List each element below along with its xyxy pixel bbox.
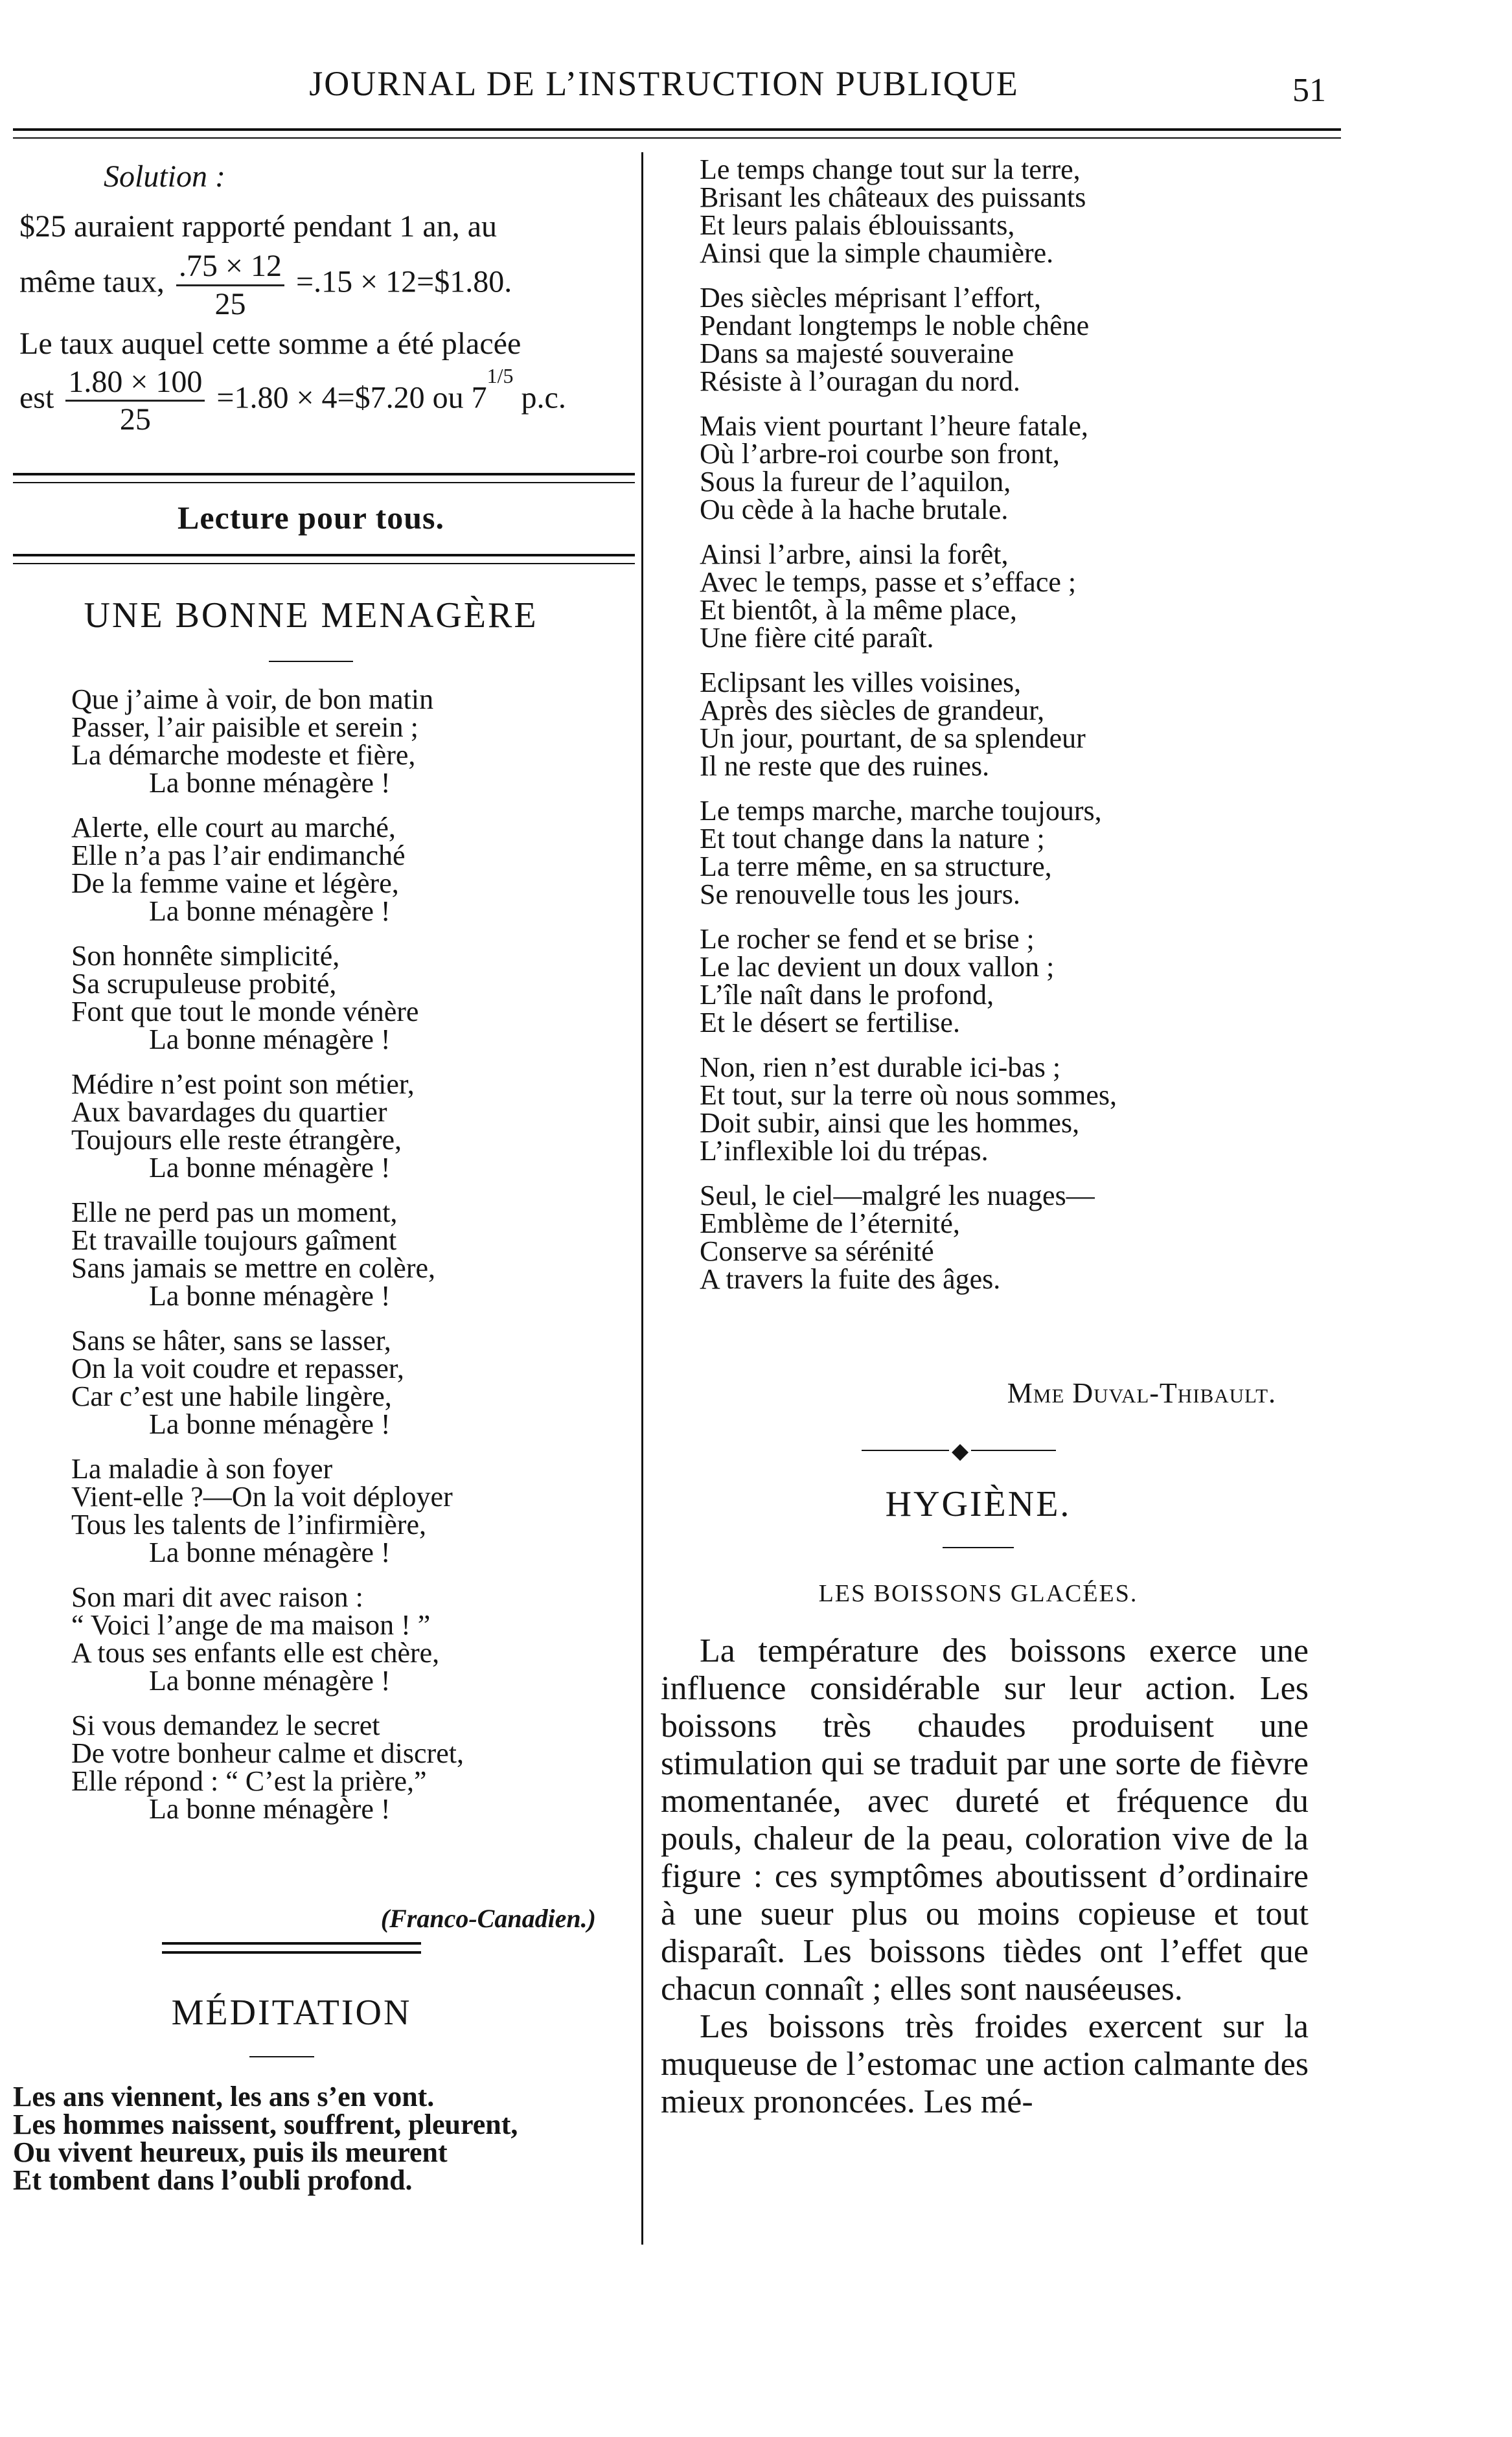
stanza bbox=[71, 1583, 628, 1695]
verse-line: “ Voici l’ange de ma maison ! ” bbox=[71, 1609, 431, 1641]
stanza bbox=[71, 1455, 628, 1566]
solution-block bbox=[19, 159, 641, 437]
verse-line: Son honnête simplicité, bbox=[71, 940, 340, 972]
verse-line: Avec le temps, passe et s’efface ; bbox=[700, 566, 1077, 598]
verse-line: Elle répond : “ C’est la prière,” bbox=[71, 1765, 427, 1797]
verse-line: Résiste à l’ouragan du nord. bbox=[700, 365, 1020, 397]
verse-line: Non, rien n’est durable ici-bas ; bbox=[700, 1051, 1061, 1083]
stanza bbox=[700, 155, 1315, 267]
verse-line: Se renouvelle tous les jours. bbox=[700, 878, 1020, 910]
solution-equation-1 bbox=[19, 248, 641, 321]
lecture-heading: Lecture pour tous. bbox=[178, 499, 444, 536]
poem-body bbox=[71, 685, 628, 1840]
stanza bbox=[71, 685, 628, 797]
section-rule bbox=[13, 482, 635, 483]
author-name: Mme Duval-Thibault. bbox=[1007, 1377, 1276, 1409]
verse-line: Brisant les châteaux des puissants bbox=[700, 181, 1086, 213]
verse-line: La bonne ménagère ! bbox=[149, 1024, 391, 1055]
verse-line: Sans se hâter, sans se lasser, bbox=[71, 1325, 391, 1356]
verse-line: Mais vient pourtant l’heure fatale, bbox=[700, 410, 1088, 442]
verse-line: Son mari dit avec raison : bbox=[71, 1581, 363, 1613]
stanza bbox=[700, 540, 1315, 652]
verse-line: Et le désert se fertilise. bbox=[700, 1007, 960, 1038]
solution-line: Le taux auquel cette somme a été placée bbox=[19, 326, 521, 361]
fraction-denominator: 25 bbox=[214, 286, 246, 321]
fraction bbox=[176, 248, 284, 321]
verse-line: Que j’aime à voir, de bon matin bbox=[71, 683, 434, 715]
stanza bbox=[700, 1182, 1315, 1293]
hygiene-article bbox=[661, 1632, 1309, 2121]
verse-line: Toujours elle reste étrangère, bbox=[71, 1124, 402, 1156]
stanza bbox=[700, 925, 1315, 1036]
verse-line: Et tout, sur la terre où nous sommes, bbox=[700, 1079, 1117, 1111]
title-underline bbox=[249, 2056, 314, 2057]
fraction bbox=[65, 364, 205, 437]
header-rule bbox=[13, 128, 1341, 131]
verse-line: Et bientôt, à la même place, bbox=[700, 594, 1017, 626]
verse-line: Conserve sa sérénité bbox=[700, 1235, 934, 1267]
poem-title: UNE BONNE MENAGÈRE bbox=[84, 595, 538, 635]
verse-line: Dans sa majesté souveraine bbox=[700, 338, 1014, 369]
verse-line: Seul, le ciel—malgré les nuages— bbox=[700, 1180, 1095, 1211]
verse-line: Vient-elle ?—On la voit déployer bbox=[71, 1481, 453, 1513]
verse-line: Car c’est une habile lingère, bbox=[71, 1380, 392, 1412]
stanza bbox=[71, 942, 628, 1053]
verse-line: Passer, l’air paisible et serein ; bbox=[71, 711, 418, 743]
verse-line: Et leurs palais éblouissants, bbox=[700, 209, 1015, 241]
verse-line: Une fière cité paraît. bbox=[700, 622, 934, 654]
stanza bbox=[700, 797, 1315, 908]
stanza bbox=[700, 1053, 1315, 1165]
verse-line: Ainsi que la simple chaumière. bbox=[700, 237, 1054, 269]
title-underline bbox=[943, 1547, 1014, 1548]
stanza bbox=[700, 412, 1315, 523]
solution-line-suffix: =.15 × 12=$1.80. bbox=[296, 265, 512, 300]
double-rule bbox=[162, 1942, 421, 1945]
verse-line: Elle ne perd pas un moment, bbox=[71, 1196, 398, 1228]
stanza bbox=[71, 1327, 628, 1438]
diamond-ornament: ◆ bbox=[949, 1438, 971, 1464]
verse-line: Doit subir, ainsi que les hommes, bbox=[700, 1107, 1080, 1139]
fraction-denominator: 25 bbox=[119, 402, 151, 437]
verse-line: Médire n’est point son métier, bbox=[71, 1068, 415, 1100]
page-number: 51 bbox=[1292, 72, 1326, 109]
verse-line: Tous les talents de l’infirmière, bbox=[71, 1509, 426, 1540]
verse-line: Font que tout le monde vénère bbox=[71, 996, 419, 1027]
poem-title: MÉDITATION bbox=[171, 1993, 412, 2033]
verse-line: La bonne ménagère ! bbox=[149, 895, 391, 927]
verse-line: Emblème de l’éternité, bbox=[700, 1207, 960, 1239]
stanza bbox=[71, 814, 628, 925]
verse-line: Les ans viennent, les ans s’en vont. bbox=[13, 2081, 435, 2112]
verse-line: Aux bavardages du quartier bbox=[71, 1096, 387, 1128]
stanza bbox=[71, 1070, 628, 1182]
verse-line: La bonne ménagère ! bbox=[149, 1408, 391, 1440]
hygiene-title: HYGIÈNE. bbox=[885, 1484, 1071, 1524]
article-paragraph: La température des boissons exerce une influence considérable sur leur action. Les boissons très chaudes produisent une stimulation qui se traduit par une sorte de fièvre momentanée, avec dureté et fréquence du pouls, chaleur de la peau, coloration vive de la figure : ces symptômes aboutissent d’ordinaire à une sueur plus ou moins copieuse et tout disparaît. Les boissons tièdes ont l’effet que chacun connaît ; elles sont nauséeuses. bbox=[661, 1632, 1309, 2008]
verse-line: Eclipsant les villes voisines, bbox=[700, 667, 1022, 698]
section-rule bbox=[13, 563, 635, 564]
verse-line: Le temps change tout sur la terre, bbox=[700, 154, 1081, 185]
verse-line: A tous ses enfants elle est chère, bbox=[71, 1637, 440, 1669]
verse-line: Ou cède à la hache brutale. bbox=[700, 494, 1009, 525]
solution-equation-2 bbox=[19, 364, 641, 437]
verse-line: La démarche modeste et fière, bbox=[71, 739, 416, 771]
header-rule-secondary bbox=[13, 137, 1341, 139]
poem-body bbox=[700, 155, 1315, 1310]
stanza bbox=[13, 2083, 628, 2194]
verse-line: La bonne ménagère ! bbox=[149, 1152, 391, 1184]
stanza bbox=[700, 284, 1315, 395]
solution-heading: Solution : bbox=[104, 159, 225, 194]
article-paragraph: Les boissons très froides exercent sur la muqueuse de l’estomac une action calmante des mieux prononcées. Les mé- bbox=[661, 2008, 1309, 2120]
poem-body bbox=[13, 2083, 628, 2211]
solution-line-mid: =1.80 × 4=$7.20 ou 7 bbox=[216, 380, 487, 415]
verse-line: A travers la fuite des âges. bbox=[700, 1263, 1001, 1295]
column-divider bbox=[641, 152, 643, 2245]
stanza bbox=[700, 669, 1315, 780]
verse-line: Et travaille toujours gaîment bbox=[71, 1224, 397, 1256]
stanza bbox=[71, 1711, 628, 1823]
verse-line: Après des siècles de grandeur, bbox=[700, 694, 1045, 726]
verse-line: Sous la fureur de l’aquilon, bbox=[700, 466, 1011, 498]
fraction-numerator: .75 × 12 bbox=[176, 248, 284, 286]
verse-line: On la voit coudre et repasser, bbox=[71, 1353, 404, 1384]
verse-line: Il ne reste que des ruines. bbox=[700, 750, 990, 782]
title-underline bbox=[269, 661, 353, 662]
poem-author bbox=[913, 1377, 1276, 1410]
hygiene-subtitle: LES BOISSONS GLACÉES. bbox=[818, 1580, 1138, 1607]
solution-line-prefix: même taux, bbox=[19, 265, 165, 300]
solution-line-suffix: p.c. bbox=[513, 380, 566, 415]
verse-line: La bonne ménagère ! bbox=[149, 1665, 391, 1697]
verse-line: Un jour, pourtant, de sa splendeur bbox=[700, 722, 1086, 754]
verse-line: Le rocher se fend et se brise ; bbox=[700, 923, 1035, 955]
verse-line: Et tout change dans la nature ; bbox=[700, 823, 1045, 854]
stanza bbox=[71, 1198, 628, 1310]
verse-line: La bonne ménagère ! bbox=[149, 1280, 391, 1312]
section-rule bbox=[13, 473, 635, 475]
verse-line: Pendant longtemps le noble chêne bbox=[700, 310, 1090, 341]
fraction-numerator: 1.80 × 100 bbox=[65, 364, 205, 402]
verse-line: La terre même, en sa structure, bbox=[700, 851, 1052, 882]
verse-line: La bonne ménagère ! bbox=[149, 1793, 391, 1825]
verse-line: L’inflexible loi du trépas. bbox=[700, 1135, 989, 1167]
verse-line: Et tombent dans l’oubli profond. bbox=[13, 2164, 413, 2196]
verse-line: Sa scrupuleuse probité, bbox=[71, 968, 337, 1000]
verse-line: Si vous demandez le secret bbox=[71, 1710, 380, 1741]
verse-line: De la femme vaine et légère, bbox=[71, 867, 399, 899]
verse-line: De votre bonheur calme et discret, bbox=[71, 1737, 464, 1769]
verse-line: Le temps marche, marche toujours, bbox=[700, 795, 1102, 827]
verse-line: Où l’arbre-roi courbe son front, bbox=[700, 438, 1060, 470]
verse-line: Alerte, elle court au marché, bbox=[71, 812, 396, 843]
verse-line: Le lac devient un doux vallon ; bbox=[700, 951, 1055, 983]
double-rule bbox=[162, 1951, 421, 1954]
verse-line: Ainsi l’arbre, ainsi la forêt, bbox=[700, 538, 1009, 570]
verse-line: La maladie à son foyer bbox=[71, 1453, 333, 1485]
verse-line: Elle n’a pas l’air endimanché bbox=[71, 840, 406, 871]
solution-line: $25 auraient rapporté pendant 1 an, au bbox=[19, 209, 498, 244]
mixed-fraction: 1/5 bbox=[487, 363, 514, 387]
section-separator bbox=[862, 1438, 1056, 1464]
solution-line-prefix: est bbox=[19, 380, 54, 415]
verse-line: Des siècles méprisant l’effort, bbox=[700, 282, 1042, 314]
running-head: JOURNAL DE L’INSTRUCTION PUBLIQUE bbox=[309, 64, 1019, 103]
poem-attribution: (Franco-Canadien.) bbox=[380, 1904, 596, 1933]
verse-line: Les hommes naissent, souffrent, pleurent, bbox=[13, 2109, 518, 2140]
verse-line: Ou vivent heureux, puis ils meurent bbox=[13, 2136, 448, 2168]
verse-line: L’île naît dans le profond, bbox=[700, 979, 994, 1011]
section-rule bbox=[13, 554, 635, 556]
verse-line: La bonne ménagère ! bbox=[149, 767, 391, 799]
verse-line: La bonne ménagère ! bbox=[149, 1537, 391, 1568]
verse-line: Sans jamais se mettre en colère, bbox=[71, 1252, 436, 1284]
